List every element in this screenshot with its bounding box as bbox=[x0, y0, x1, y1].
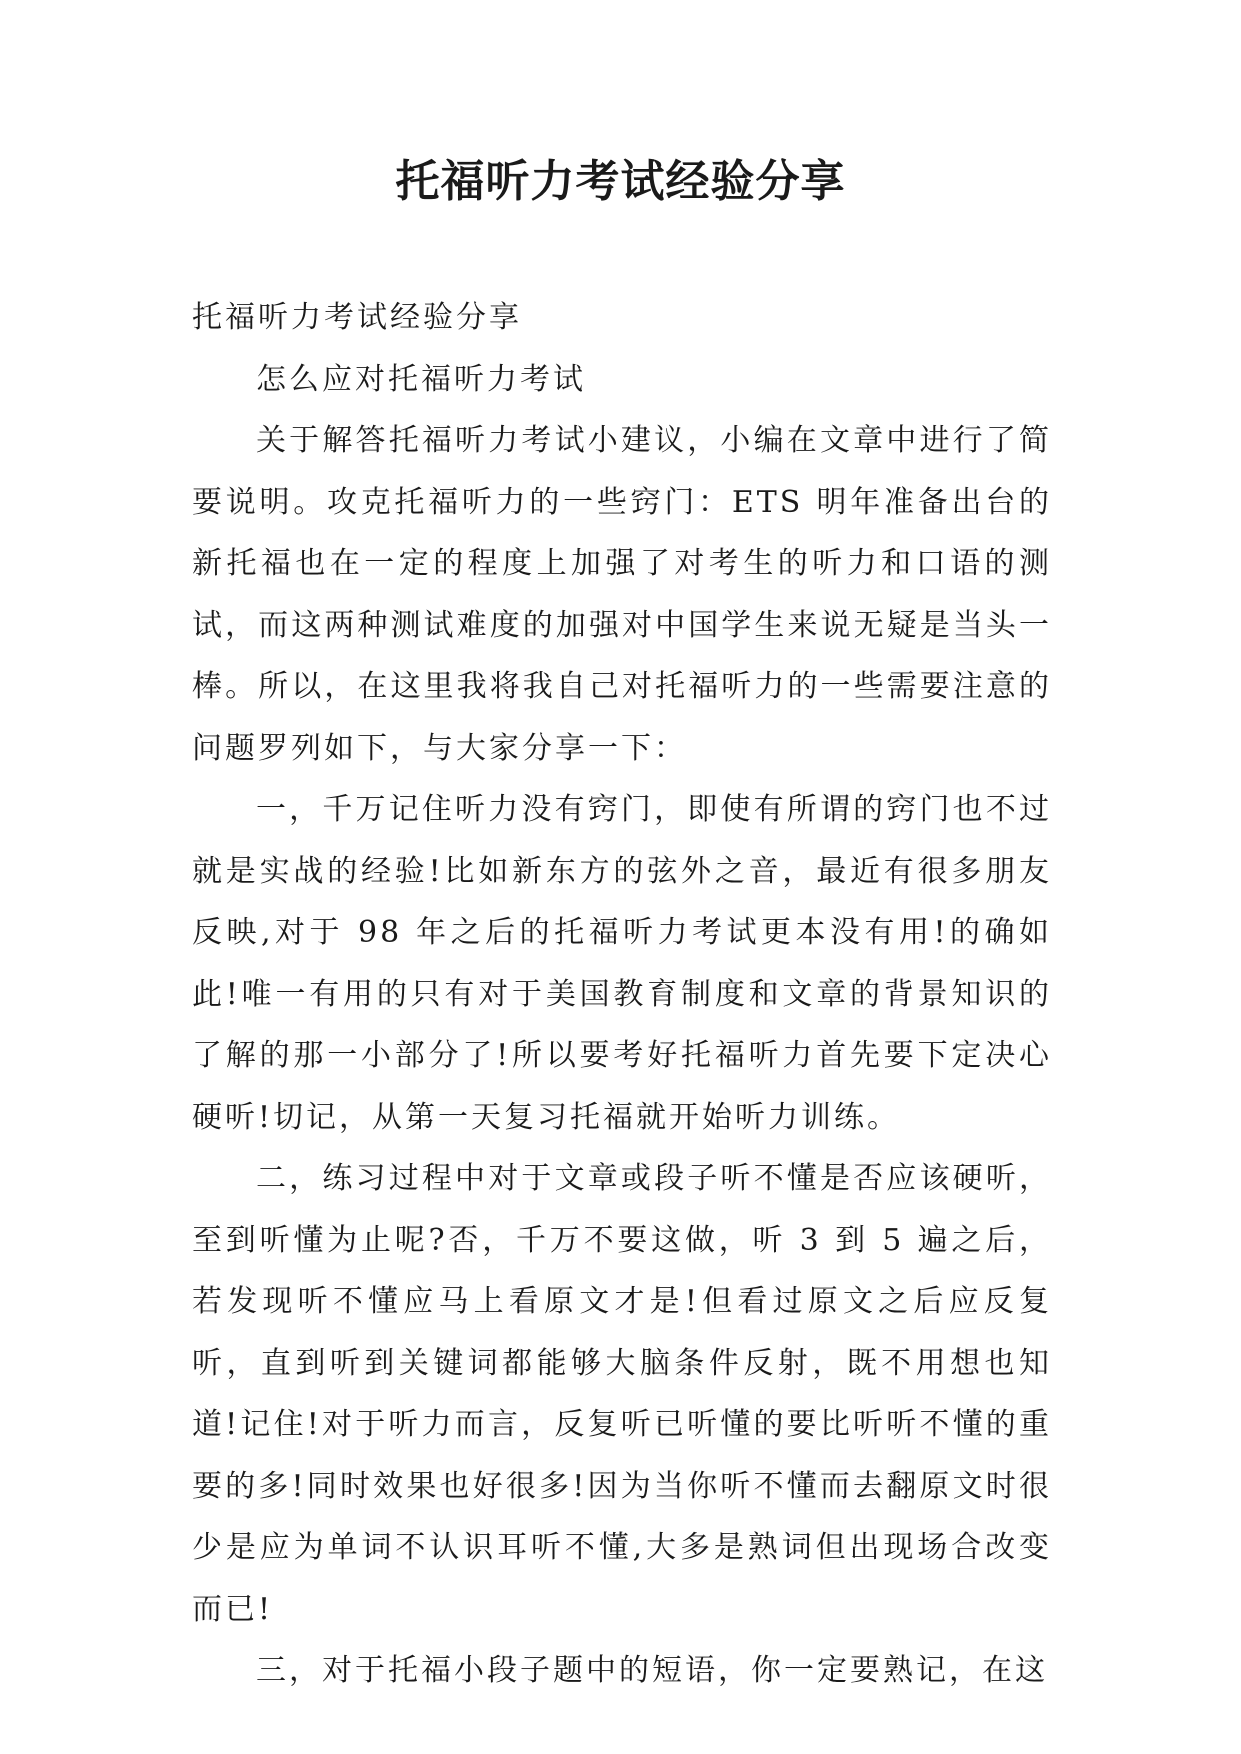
paragraph-subtitle: 怎么应对托福听力考试 bbox=[256, 361, 586, 397]
paragraph-point-one: 一，千万记住听力没有窍门，即使有所谓的窍门也不过就是实战的经验!比如新东方的弦外之音，最近有很多朋友反映,对于 98 年之后的托福听力考试更本没有用!的确如此!唯一有用的只有对于美国教育制度和文章的背景知识的了解的那一小部分了!所以要考好托福听力首先要下定决心硬听!切记，从第一天复习托福就开始听力训练。 bbox=[192, 792, 1052, 1135]
paragraph-intro: 关于解答托福听力考试小建议，小编在文章中进行了简要说明。攻克托福听力的一些窍门：ETS 明年准备出台的新托福也在一定的程度上加强了对考生的听力和口语的测试，而这两种测试难度的加强对中国学生来说无疑是当头一棒。所以，在这里我将我自己对托福听力的一些需要注意的问题罗列如下，与大家分享一下： bbox=[192, 423, 1052, 766]
paragraph-heading: 托福听力考试经验分享 bbox=[192, 300, 522, 335]
document-body bbox=[192, 287, 1052, 1702]
paragraph-point-three: 三，对于托福小段子题中的短语，你一定要熟记，在这 bbox=[256, 1653, 1048, 1688]
paragraph-point-two: 二，练习过程中对于文章或段子听不懂是否应该硬听，至到听懂为止呢?否，千万不要这做，听 3 到 5 遍之后，若发现听不懂应马上看原文才是!但看过原文之后应反复听，直到听到关键词都能够大脑条件反射，既不用想也知道!记住!对于听力而言，反复听已听懂的要比听听不懂的重要的多!同时效果也好很多!因为当你听不懂而去翻原文时很少是应为单词不认识耳听不懂,大多是熟词但出现场合改变而已! bbox=[192, 1161, 1052, 1627]
document-title: 托福听力考试经验分享 bbox=[395, 156, 846, 207]
